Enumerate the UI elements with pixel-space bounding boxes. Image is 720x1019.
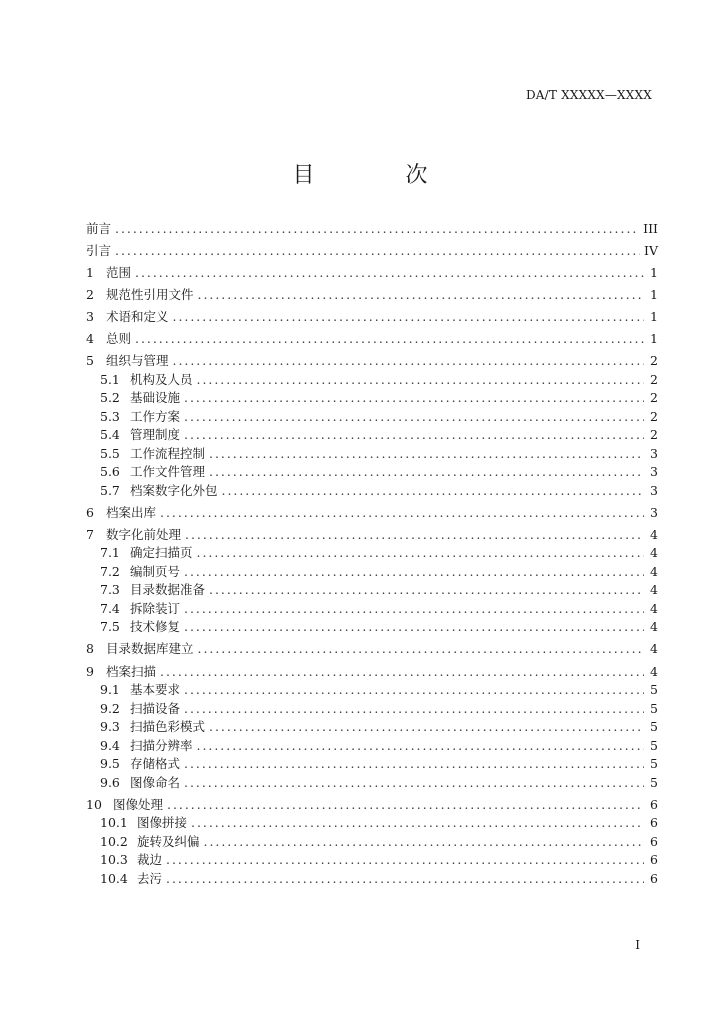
toc-entry-page: 1 [650,286,658,302]
toc-entry-page: 4 [650,563,658,579]
toc-entry-number: 7.3 [100,582,120,598]
toc-entry-page: 2 [650,427,658,443]
toc-entry-number: 7.2 [100,563,120,579]
dot-leader [166,870,644,889]
toc-entry-label: 图像拼接 [137,815,188,831]
toc-entry[interactable] [86,371,658,390]
toc-entry-number: 9.6 [100,774,120,790]
dot-leader [209,581,644,600]
toc-entry[interactable] [86,581,658,600]
toc-entry-number: 5 [86,353,94,369]
toc-entry[interactable] [86,737,658,756]
toc-entry[interactable] [86,681,658,700]
toc-entry-page: 4 [650,545,658,561]
toc-entry[interactable] [86,563,658,582]
dot-leader [184,774,644,793]
toc-entry[interactable] [86,718,658,737]
dot-leader [198,286,644,305]
toc-entry-label: 总则 [106,331,132,347]
dot-leader [184,600,644,619]
toc-entry-page: 3 [650,445,658,461]
toc-entry[interactable] [86,504,658,523]
toc-entry[interactable] [86,220,658,239]
toc-entry-page: 4 [650,600,658,616]
toc-entry-label: 去污 [137,870,163,886]
toc-entry-number: 9.4 [100,737,120,753]
toc-entry[interactable] [86,242,658,261]
page-title: 目 次 [292,163,470,188]
toc-entry-label: 目录数据准备 [130,582,206,598]
toc-entry[interactable] [86,330,658,349]
toc-entry-number: 2 [86,286,94,302]
toc-entry-label: 档案扫描 [106,663,157,679]
dot-leader [197,737,644,756]
toc-entry-label: 技术修复 [130,619,181,635]
dot-leader [115,220,639,239]
toc-entry-number: 9.2 [100,700,120,716]
dot-leader [197,544,644,563]
dot-leader [160,504,644,523]
toc-entry-label: 扫描分辨率 [130,737,193,753]
toc-entry-number: 1 [86,264,94,280]
toc-entry[interactable] [86,308,658,327]
dot-leader [115,242,640,261]
toc-entry-number: 5.3 [100,408,120,424]
toc-entry-label: 工作方案 [130,408,181,424]
toc-entry-label: 引言 [86,242,112,258]
dot-leader [184,563,644,582]
toc-entry-number: 5.5 [100,445,120,461]
toc-entry-label: 目录数据库建立 [106,641,194,657]
toc-entry-page: 4 [650,582,658,598]
dot-leader [209,718,644,737]
toc-entry-page: 4 [650,641,658,657]
toc-entry-page: 4 [650,663,658,679]
toc-entry[interactable] [86,352,658,371]
dot-leader [173,352,644,371]
dot-leader [209,445,644,464]
toc-entry-label: 机构及人员 [130,371,193,387]
toc-entry-page: 5 [650,700,658,716]
dot-leader [135,330,644,349]
dot-leader [184,755,644,774]
toc-entry-number: 3 [86,308,94,324]
toc-entry-label: 基本要求 [130,682,181,698]
toc-entry-number: 9.5 [100,756,120,772]
toc-entry-number: 8 [86,641,94,657]
dot-leader [204,833,644,852]
toc-entry-number: 7.5 [100,619,120,635]
dot-leader [184,681,644,700]
toc-entry-number: 10.3 [100,852,128,868]
dot-leader [166,851,644,870]
toc-entry[interactable] [86,445,658,464]
toc-entry-page: 6 [650,796,658,812]
dot-leader [184,618,644,637]
toc-entry-number: 6 [86,504,94,520]
toc-entry-label: 确定扫描页 [130,545,193,561]
toc-entry-label: 拆除装订 [130,600,181,616]
toc-entry-page: 1 [650,331,658,347]
toc-entry-number: 5.2 [100,390,120,406]
toc-entry-number: 10.2 [100,833,128,849]
dot-leader [160,663,644,682]
toc-entry-number: 9 [86,663,94,679]
page-number: I [635,938,640,952]
toc-entry-label: 范围 [106,264,132,280]
toc-entry-label: 前言 [86,220,112,236]
toc-entry-page: 1 [650,264,658,280]
dot-leader [197,371,644,390]
toc-entry[interactable] [86,482,658,501]
toc-entry[interactable] [86,463,658,482]
toc-entry-label: 扫描色彩模式 [130,719,206,735]
toc-entry-page: 3 [650,464,658,480]
toc-entry-label: 数字化前处理 [106,526,182,542]
toc-entry-label: 基础设施 [130,390,181,406]
dot-leader [184,426,644,445]
toc-entry-label: 工作文件管理 [130,464,206,480]
dot-leader [135,264,644,283]
toc-entry-number: 7.4 [100,600,120,616]
toc-entry-number: 7.1 [100,545,120,561]
toc-entry-number: 5.6 [100,464,120,480]
toc-entry[interactable] [86,796,658,815]
toc-entry-page: 2 [650,408,658,424]
toc-entry[interactable] [86,700,658,719]
dot-leader [209,463,644,482]
toc-entry[interactable] [86,833,658,852]
dot-leader [173,308,644,327]
toc-entry-number: 9.3 [100,719,120,735]
toc-entry-page: 5 [650,682,658,698]
toc-entry-page: 4 [650,526,658,542]
toc-entry-page: 6 [650,815,658,831]
toc-entry-page: 2 [650,353,658,369]
toc-entry[interactable] [86,600,658,619]
toc-entry-page: 2 [650,390,658,406]
toc-entry-label: 旋转及纠偏 [137,833,200,849]
toc-entry-page: 3 [650,504,658,520]
dot-leader [184,700,644,719]
toc-entry-number: 5.4 [100,427,120,443]
toc-entry[interactable] [86,389,658,408]
toc-entry-number: 10.4 [100,870,128,886]
toc-entry[interactable] [86,851,658,870]
toc-entry-page: 6 [650,833,658,849]
dot-leader [184,389,644,408]
toc-entry-label: 工作流程控制 [130,445,206,461]
toc-entry-number: 10 [86,796,102,812]
toc-entry-label: 规范性引用文件 [106,286,194,302]
toc-entry-label: 图像命名 [130,774,181,790]
toc-entry[interactable] [86,755,658,774]
toc-entry-page: III [643,220,658,236]
toc-entry[interactable] [86,408,658,427]
toc-entry-label: 档案出库 [106,504,157,520]
toc-entry-number: 7 [86,526,94,542]
toc-entry-page: 4 [650,619,658,635]
toc-entry-label: 术语和定义 [106,308,169,324]
toc-entry-page: 1 [650,308,658,324]
toc-entry-page: 2 [650,371,658,387]
toc-entry-number: 9.1 [100,682,120,698]
toc-entry-label: 编制页号 [130,563,181,579]
toc-entry[interactable] [86,774,658,793]
toc-entry-page: 3 [650,482,658,498]
toc-entry[interactable] [86,814,658,833]
dot-leader [222,482,644,501]
toc-entry-label: 组织与管理 [106,353,169,369]
dot-leader [184,408,644,427]
toc-entry-page: 5 [650,719,658,735]
toc-entry-label: 档案数字化外包 [130,482,218,498]
toc-entry-page: IV [644,242,658,258]
toc-entry[interactable] [86,526,658,545]
toc-entry-page: 6 [650,870,658,886]
toc-entry[interactable] [86,663,658,682]
toc-entry[interactable] [86,870,658,889]
toc-entry-page: 5 [650,737,658,753]
table-of-contents [86,216,658,888]
toc-entry-label: 图像处理 [113,796,164,812]
toc-entry[interactable] [86,264,658,283]
dot-leader [185,526,644,545]
toc-entry-page: 5 [650,774,658,790]
toc-entry[interactable] [86,544,658,563]
toc-entry-label: 裁边 [137,852,163,868]
toc-entry-number: 5.1 [100,371,120,387]
toc-entry-page: 6 [650,852,658,868]
toc-entry-label: 管理制度 [130,427,181,443]
toc-entry-label: 扫描设备 [130,700,181,716]
dot-leader [167,796,644,815]
toc-entry-number: 4 [86,331,94,347]
dot-leader [198,640,644,659]
toc-entry-number: 10.1 [100,815,128,831]
toc-entry-page: 5 [650,756,658,772]
toc-entry[interactable] [86,426,658,445]
toc-entry-number: 5.7 [100,482,120,498]
toc-entry[interactable] [86,286,658,305]
toc-entry-label: 存储格式 [130,756,181,772]
dot-leader [191,814,644,833]
toc-entry[interactable] [86,640,658,659]
document-code: DA/T XXXXX—XXXX [525,88,652,102]
toc-entry[interactable] [86,618,658,637]
